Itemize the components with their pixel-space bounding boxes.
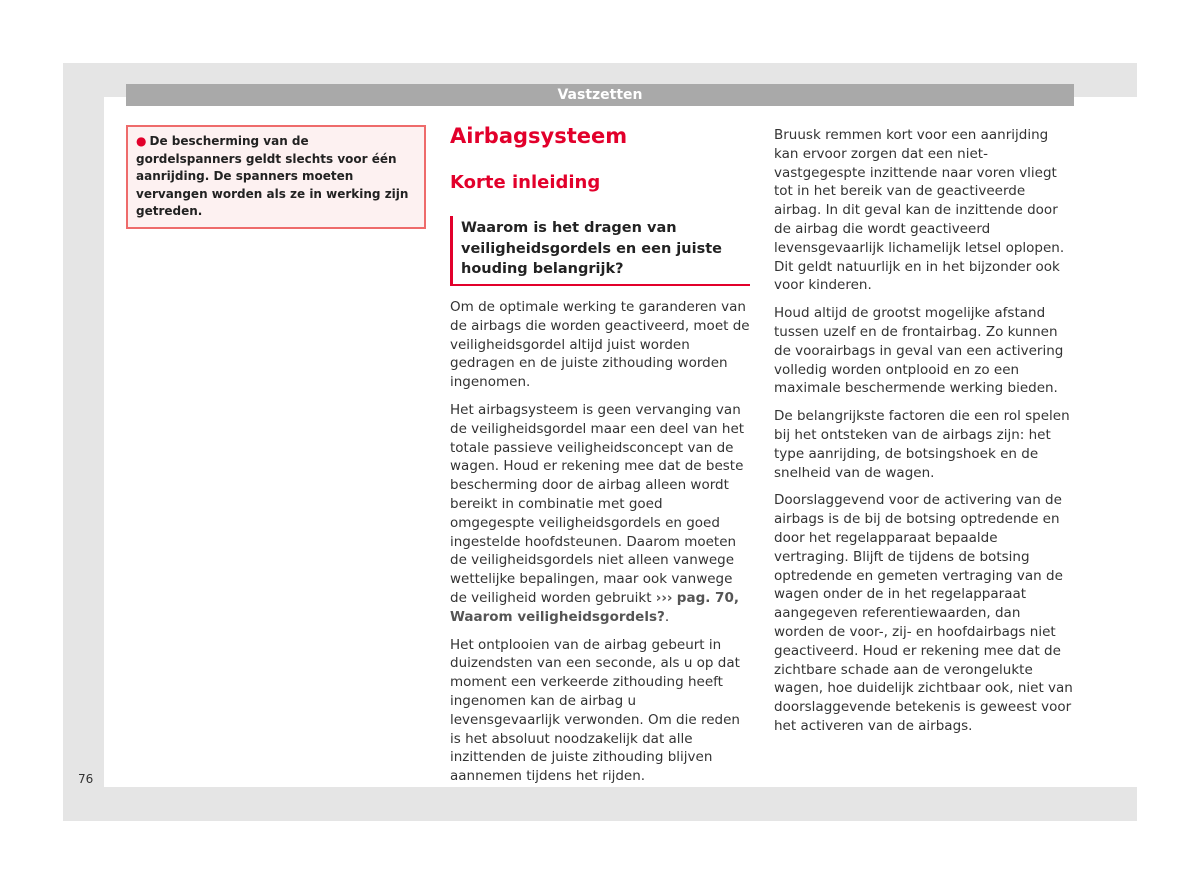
cross-reference-link[interactable]: pag. 70, Waarom veiligheidsgordels? xyxy=(450,589,739,625)
paragraph: Om de optimale werking te garanderen van de airbags die worden geactiveerd, moet de veiligheidsgordel altijd juist worden gedragen en de juiste zithouding worden ingenomen. xyxy=(450,299,750,391)
paragraph-text: . xyxy=(664,608,670,625)
paragraph: Het ontplooien van de airbag gebeurt in duizendsten van een seconde, als u op dat moment een verkeerde zithouding heeft ingenomen kan de airbag u levensgevaarlijk verwonden. Om die reden is het absoluut noodzakelijk dat alle inzittenden de juiste zithouding blijven aannemen tijdens het rijden. xyxy=(450,636,740,785)
paragraph: De belangrijkste factoren die een rol spelen bij het ontsteken van de airbags zijn: het type aanrijding, de botsingshoek en de snelheid van de wagen. xyxy=(774,408,1070,481)
paragraph: Doorslaggevend voor de activering van de airbags is de bij de botsing optredende en door het regelapparaat bepaalde vertraging. Blijft de tijdens de botsing optredende en gemeten vertraging van de wagen onder de in het regelapparaat aangegeven referentiewaarden, dan worden de voor-, zij- en hoofdairbags niet geactiveerd. Houd er rekening mee dat de zichtbare schade aan de verongelukte wagen, hoe duidelijk zichtbaar ook, niet van doorslaggevende betekenis is geweest voor het activeren van de airbags. xyxy=(774,492,1073,734)
bullet-icon: ● xyxy=(136,134,147,148)
section-subtitle: Korte inleiding xyxy=(450,172,601,193)
paragraph: Houd altijd de grootst mogelijke afstand tussen uzelf en de frontairbag. Zo kunnen de voorairbags in geval van een activering volledig worden ontplooid en zo een maximale beschermende werking bieden. xyxy=(774,305,1064,397)
right-column xyxy=(774,126,1074,745)
paragraph xyxy=(450,401,750,627)
chapter-header: Vastzetten xyxy=(126,84,1074,106)
warning-box xyxy=(126,125,426,229)
warning-text: De bescherming van de gordelspanners geldt slechts voor één aanrijding. De spanners moeten vervangen worden als ze in werking zijn getreden. xyxy=(136,134,409,218)
middle-column xyxy=(450,298,750,795)
page-number: 76 xyxy=(78,772,94,786)
cross-reference-arrow: ››› xyxy=(655,589,673,606)
section-title: Airbagsysteem xyxy=(450,124,628,148)
question-heading: Waarom is het dragen van veiligheidsgordels en een juiste houding belangrijk? xyxy=(450,216,750,286)
paragraph: Bruusk remmen kort voor een aanrijding kan ervoor zorgen dat een niet-vastgegespte inzittende naar voren vliegt tot in het bereik van de geactiveerde airbag. In dit geval kan de inzittende door de airbag die wordt geactiveerd levensgevaarlijk lichamelijk letsel oplopen. Dit geldt natuurlijk en in het bijzonder ook voor kinderen. xyxy=(774,127,1065,294)
paragraph-text: Het airbagsysteem is geen vervanging van de veiligheidsgordel maar een deel van het totale passieve veiligheidsconcept van de wagen. Houd er rekening mee dat de beste bescherming door de airbag alleen wordt bereikt in combinatie met goed omgegespte veiligheidsgordels en goed ingestelde hoofdsteunen. Daarom moeten de veiligheidsgordels niet alleen vanwege wettelijke bepalingen, maar ook vanwege de veiligheid worden gebruikt xyxy=(450,401,745,606)
